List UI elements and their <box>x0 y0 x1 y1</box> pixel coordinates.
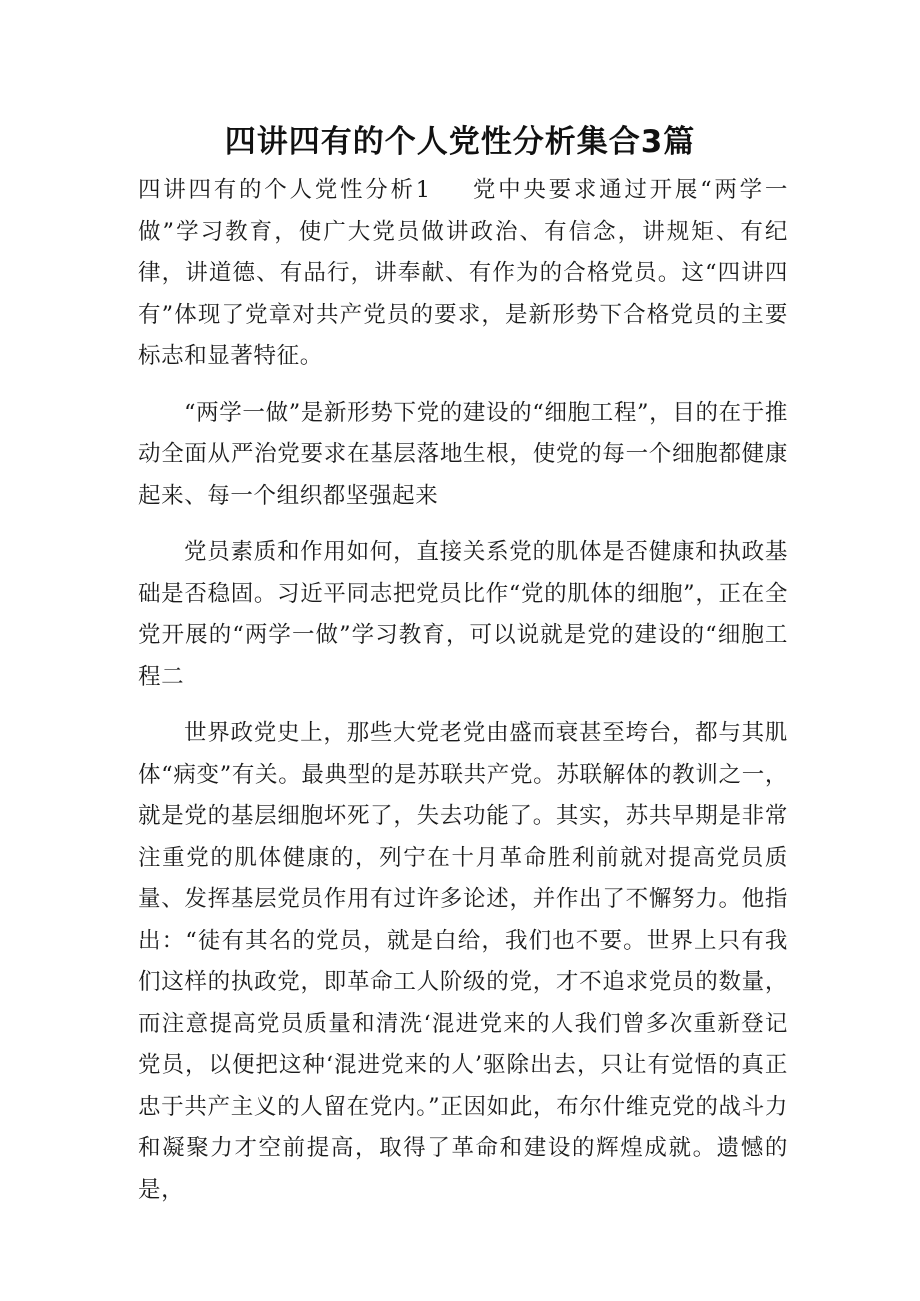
section-heading: 四讲四有的个人党性分析1 <box>138 177 431 203</box>
document-body <box>138 170 788 1211</box>
document-title: 四讲四有的个人党性分析集合3篇 <box>224 124 696 160</box>
paragraph-1-text: 党中央要求通过开展“两学一做”学习教育，使广大党员做讲政治、有信念，讲规矩、有纪律，讲道德、有品行，讲奉献、有作为的合格党员。这“四讲四有”体现了党章对共产党员的要求，是新形势下合格党员的主要标志和显著特征。 <box>138 177 788 369</box>
paragraph-4: 世界政党史上，那些大党老党由盛而衰甚至垮台，都与其肌体“病变”有关。最典型的是苏联共产党。苏联解体的教训之一，就是党的基层细胞坏死了，失去功能了。其实，苏共早期是非常注重党的肌体健康的，列宁在十月革命胜利前就对提高党员质量、发挥基层党员作用有过许多论述，并作出了不懈努力。他指出：“徒有其名的党员，就是白给，我们也不要。世界上只有我们这样的执政党，即革命工人阶级的党，才不追求党员的数量，而注意提高党员质量和清洗‘混进党来的人我们曾多次重新登记党员，以便把这种‘混进党来的人’驱除出去，只让有觉悟的真正忠于共产主义的人留在党内。”正因如此，布尔什维克党的战斗力和凝聚力才空前提高，取得了革命和建设的辉煌成就。遗憾的是， <box>138 720 788 1203</box>
paragraph-3: 党员素质和作用如何，直接关系党的肌体是否健康和执政基础是否稳固。习近平同志把党员比作“党的肌体的细胞”，正在全党开展的“两学一做”学习教育，可以说就是党的建设的“细胞工程二 <box>138 539 788 690</box>
paragraph-1 <box>138 170 788 378</box>
paragraph-2: “两学一做”是新形势下党的建设的“细胞工程”，目的在于推动全面从严治党要求在基层落地生根，使党的每一个细胞都健康起来、每一个组织都坚强起来 <box>138 399 788 509</box>
